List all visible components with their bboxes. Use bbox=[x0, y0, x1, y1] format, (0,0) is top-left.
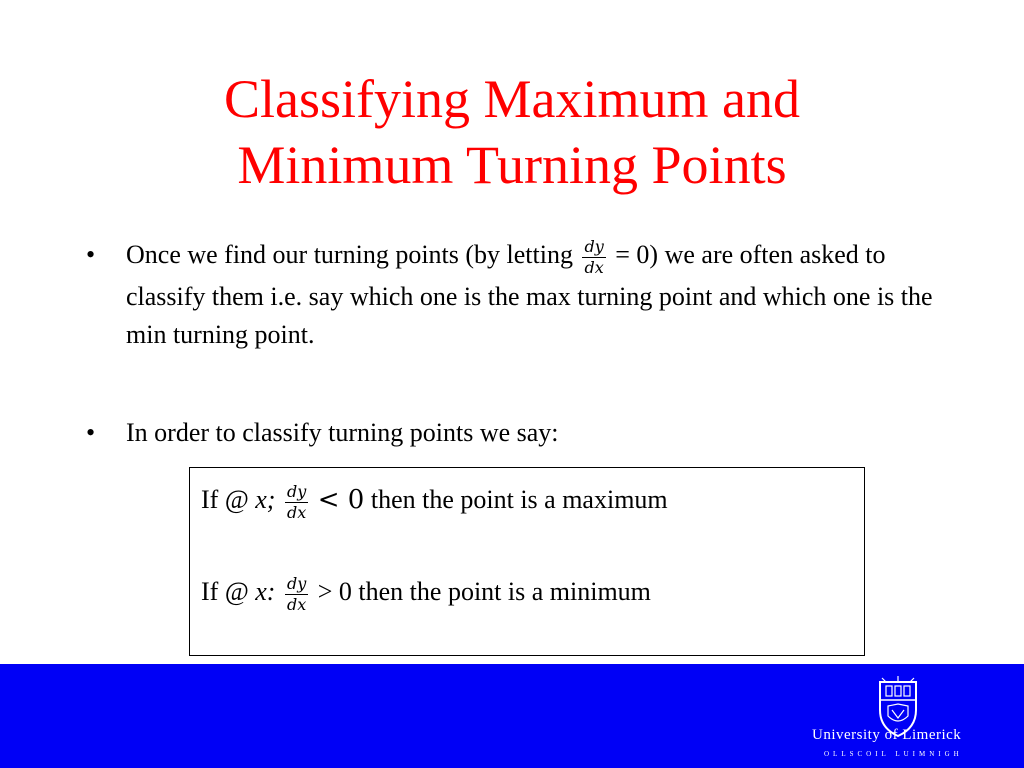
bullet-dot: • bbox=[86, 240, 96, 269]
fraction-numerator: dy bbox=[286, 481, 307, 501]
derivative-fraction bbox=[285, 574, 308, 615]
classification-rules-box bbox=[189, 467, 865, 656]
bullet-turning-points bbox=[86, 236, 946, 354]
fraction-numerator: dy bbox=[286, 573, 307, 593]
maximum-rule bbox=[201, 480, 668, 523]
slide-title bbox=[0, 66, 1024, 198]
rule-variable: x: bbox=[255, 577, 276, 606]
fraction-denominator: dx bbox=[584, 257, 604, 277]
rule-suffix: then the point is a maximum bbox=[364, 485, 668, 514]
bullet-text-before: Once we find our turning points (by letting bbox=[126, 240, 573, 269]
rule-suffix: then the point is a minimum bbox=[351, 577, 651, 606]
fraction-denominator: dx bbox=[286, 502, 307, 522]
fraction-denominator: dx bbox=[286, 594, 307, 614]
fraction-numerator: dy bbox=[584, 236, 604, 256]
title-line-1: Classifying Maximum and bbox=[224, 69, 800, 129]
derivative-fraction bbox=[285, 482, 308, 523]
bullet-text-after: = 0) we are often asked to classify them i.e. say which one is the max turning point and which one is the min turning point. bbox=[126, 240, 933, 349]
bullet-classify bbox=[86, 414, 946, 452]
bullet-text: In order to classify turning points we say: bbox=[126, 418, 559, 447]
bullet-text bbox=[126, 236, 946, 354]
rule-variable: x; bbox=[255, 485, 276, 514]
rule-relation: < 0 bbox=[317, 485, 365, 515]
university-irish-name: OLLSCOIL LUIMNIGH bbox=[824, 750, 963, 758]
bullet-dot: • bbox=[86, 418, 96, 447]
rule-prefix: If @ bbox=[201, 577, 256, 606]
rule-prefix: If @ bbox=[201, 485, 256, 514]
derivative-fraction bbox=[582, 237, 605, 278]
rule-relation: > 0 bbox=[317, 577, 352, 606]
university-name: University of Limerick bbox=[812, 727, 962, 743]
title-line-2: Minimum Turning Points bbox=[237, 135, 787, 195]
minimum-rule bbox=[201, 572, 651, 615]
